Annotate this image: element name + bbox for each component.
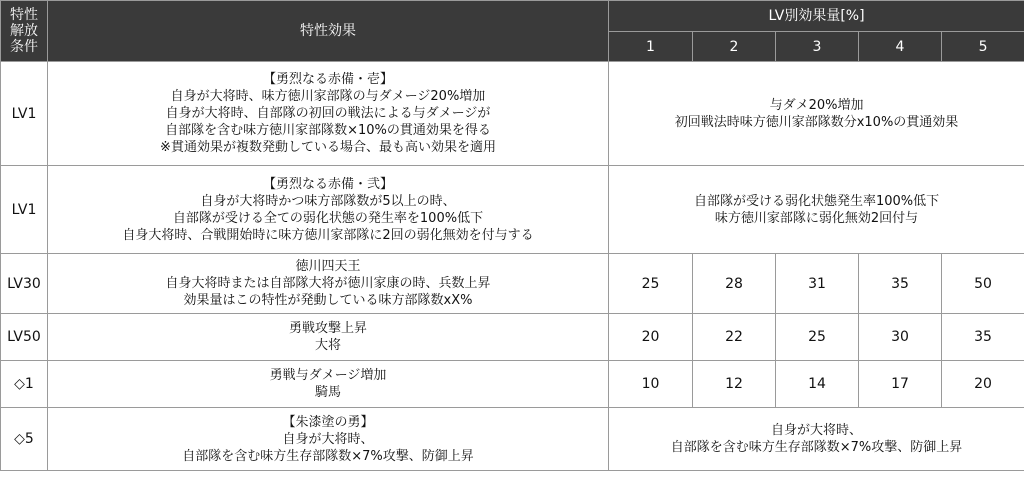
level-value: 17 [859, 361, 942, 408]
description-line: 【勇烈なる赤備・壱】 [262, 72, 393, 87]
condition-header-line: 条件 [10, 39, 38, 55]
effect-line: 自部隊が受ける弱化状態発生率100%低下 [693, 193, 940, 209]
unlock-condition: LV50 [1, 314, 48, 361]
description-line: 勇戦与ダメージ増加 [269, 368, 387, 383]
description-line: 徳川四天王 [295, 259, 361, 274]
effect-line: 自部隊を含む味方生存部隊数×7%攻撃、防御上昇 [670, 440, 963, 455]
level-value: 35 [859, 254, 942, 314]
description-line: 自身が大将時かつ味方部隊数が5以上の時、 [200, 193, 456, 209]
table-row [1, 62, 1024, 166]
merged-effect [609, 62, 1024, 166]
description-line: 騎馬 [314, 385, 341, 400]
table-row [1, 314, 1024, 361]
description-line: 大将 [314, 338, 341, 353]
level-value: 25 [609, 254, 693, 314]
effect-line: 初回戦法時味方徳川家部隊数分x10%の貫通効果 [674, 114, 959, 130]
description-line: 勇戦攻撃上昇 [288, 321, 367, 336]
trait-description [48, 166, 609, 254]
level-value: 12 [693, 361, 776, 408]
effect-line: 自身が大将時、 [771, 423, 863, 438]
level-value: 50 [942, 254, 1024, 314]
trait-description [48, 254, 609, 314]
level-header: 2 [693, 32, 776, 62]
level-value: 30 [859, 314, 942, 361]
level-value: 20 [942, 361, 1024, 408]
level-value: 14 [776, 361, 859, 408]
description-line: 自部隊が受ける全ての弱化状態の発生率を100%低下 [172, 210, 484, 226]
merged-effect [609, 166, 1024, 254]
description-line: 自部隊を含む味方生存部隊数×7%攻撃、防御上昇 [182, 448, 474, 464]
effect-line: 味方徳川家部隊に弱化無効2回付与 [714, 210, 919, 226]
lv-effect-header: LV別効果量[%] [609, 1, 1024, 32]
unlock-condition: ◇5 [1, 408, 48, 471]
description-line: 【勇烈なる赤備・弐】 [262, 176, 393, 192]
effect-line: 与ダメ20%増加 [769, 97, 864, 113]
trait-description [48, 314, 609, 361]
level-header: 3 [776, 32, 859, 62]
description-line: 自身が大将時、 [282, 431, 374, 447]
trait-description [48, 361, 609, 408]
unlock-condition: LV30 [1, 254, 48, 314]
unlock-condition: LV1 [1, 62, 48, 166]
level-value: 22 [693, 314, 776, 361]
description-line: 自部隊を含む味方徳川家部隊数×10%の貫通効果を得る [165, 123, 491, 138]
table-row [1, 166, 1024, 254]
description-line: 自身が大将時、自部隊の初回の戦法による与ダメージが [165, 106, 491, 121]
description-line: 自身が大将時、味方徳川家部隊の与ダメージ20%増加 [170, 89, 486, 104]
level-value: 25 [776, 314, 859, 361]
condition-header-line: 特性 [10, 7, 38, 23]
description-line: ※貫通効果が複数発動している場合、最も高い効果を適用 [160, 140, 496, 155]
level-header: 5 [942, 32, 1024, 62]
description-line: 自身大将時または自部隊大将が徳川家康の時、兵数上昇 [165, 276, 491, 291]
level-value: 10 [609, 361, 693, 408]
condition-header [1, 1, 48, 62]
unlock-condition: ◇1 [1, 361, 48, 408]
description-line: 効果量はこの特性が発動している味方部隊数xX% [183, 293, 473, 308]
table-row [1, 361, 1024, 408]
description-line: 自身大将時、合戦開始時に味方徳川家部隊に2回の弱化無効を付与する [122, 227, 534, 243]
level-header: 1 [609, 32, 693, 62]
trait-description [48, 62, 609, 166]
merged-effect [609, 408, 1024, 471]
level-value: 20 [609, 314, 693, 361]
level-value: 35 [942, 314, 1024, 361]
level-value: 31 [776, 254, 859, 314]
unlock-condition: LV1 [1, 166, 48, 254]
level-value: 28 [693, 254, 776, 314]
table-row [1, 254, 1024, 314]
level-header: 4 [859, 32, 942, 62]
description-line: 【朱漆塗の勇】 [282, 414, 374, 430]
table-row [1, 408, 1024, 471]
effect-header: 特性効果 [48, 1, 609, 62]
trait-description [48, 408, 609, 471]
condition-header-line: 解放 [10, 23, 38, 39]
